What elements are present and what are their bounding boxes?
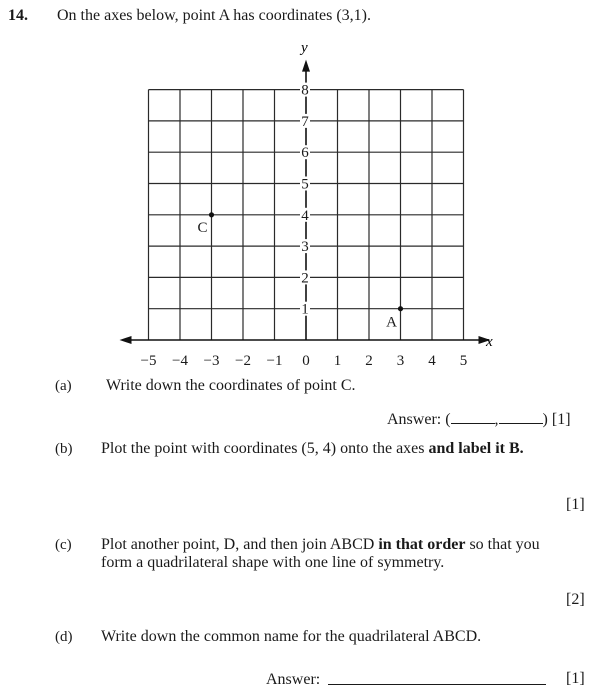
part-a-answer[interactable] (387, 409, 571, 430)
point-c-dot (209, 212, 214, 217)
part-c-text-bold: in that order (378, 536, 466, 553)
part-a-answer-sep: , (494, 411, 499, 428)
part-a-answer-y-blank[interactable] (499, 409, 543, 424)
part-d-answer-line[interactable] (328, 684, 546, 685)
part-b-text-bold: and label it B. (428, 440, 524, 457)
part-c-marks: [2] (566, 591, 585, 608)
x-tick-label: −2 (235, 353, 251, 369)
part-b-marks: [1] (566, 496, 585, 513)
y-tick-label: 3 (301, 239, 309, 256)
part-b-text-regular: Plot the point with coordinates (5, 4) onto the axes (101, 440, 429, 457)
part-c-text (101, 535, 540, 555)
y-tick-label: 7 (301, 113, 309, 130)
y-axis-arrow (302, 60, 310, 72)
x-tick-label: 0 (302, 353, 310, 369)
y-tick-label: 4 (301, 207, 309, 224)
y-tick-label: 5 (301, 176, 309, 193)
question-intro: On the axes below, point A has coordinates (3,1). (57, 7, 372, 24)
point-c-label: C (197, 219, 208, 236)
y-tick-label: 1 (301, 301, 309, 318)
part-d-answer-prefix: Answer: (266, 671, 321, 688)
x-tick-label: −5 (140, 353, 157, 369)
y-axis-label: y (301, 40, 308, 56)
x-axis-arrow-left (120, 336, 132, 344)
point-a-label: A (386, 314, 397, 331)
part-c-text-2: so that you (465, 536, 540, 553)
part-a-answer-x-blank[interactable] (451, 409, 495, 424)
part-d-marks: [1] (566, 670, 585, 687)
x-tick-label: 5 (459, 353, 468, 369)
part-b-text (101, 439, 524, 459)
part-a-label: (a) (55, 378, 72, 394)
x-tick-label: 2 (365, 353, 373, 369)
part-a-answer-suffix: ) (542, 411, 548, 428)
part-d-label: (d) (55, 629, 73, 645)
point-a-dot (398, 306, 403, 311)
question-number: 14. (8, 7, 28, 24)
y-tick-label: 2 (301, 270, 309, 287)
part-a-answer-prefix: Answer: ( (387, 411, 451, 428)
x-axis-label: x (486, 334, 493, 350)
part-c-label: (c) (55, 537, 72, 553)
x-tick-label: −1 (266, 353, 283, 369)
y-tick-label: 6 (301, 145, 309, 162)
part-c-text-line2: form a quadrilateral shape with one line of symmetry. (101, 554, 445, 571)
x-tick-label: 1 (333, 353, 342, 369)
part-a-marks: [1] (551, 411, 571, 428)
y-tick-label: 8 (301, 82, 309, 99)
part-a-text: Write down the coordinates of point C. (106, 377, 356, 394)
x-tick-label: −3 (203, 353, 220, 369)
part-b-label: (b) (55, 441, 73, 457)
x-tick-label: −4 (172, 353, 188, 369)
part-c-text-1: Plot another point, D, and then join ABCD (101, 536, 379, 553)
x-tick-label: 3 (396, 353, 405, 369)
part-d-text: Write down the common name for the quadrilateral ABCD. (101, 628, 482, 645)
tick-labels (141, 83, 468, 369)
x-tick-label: 4 (428, 353, 436, 369)
